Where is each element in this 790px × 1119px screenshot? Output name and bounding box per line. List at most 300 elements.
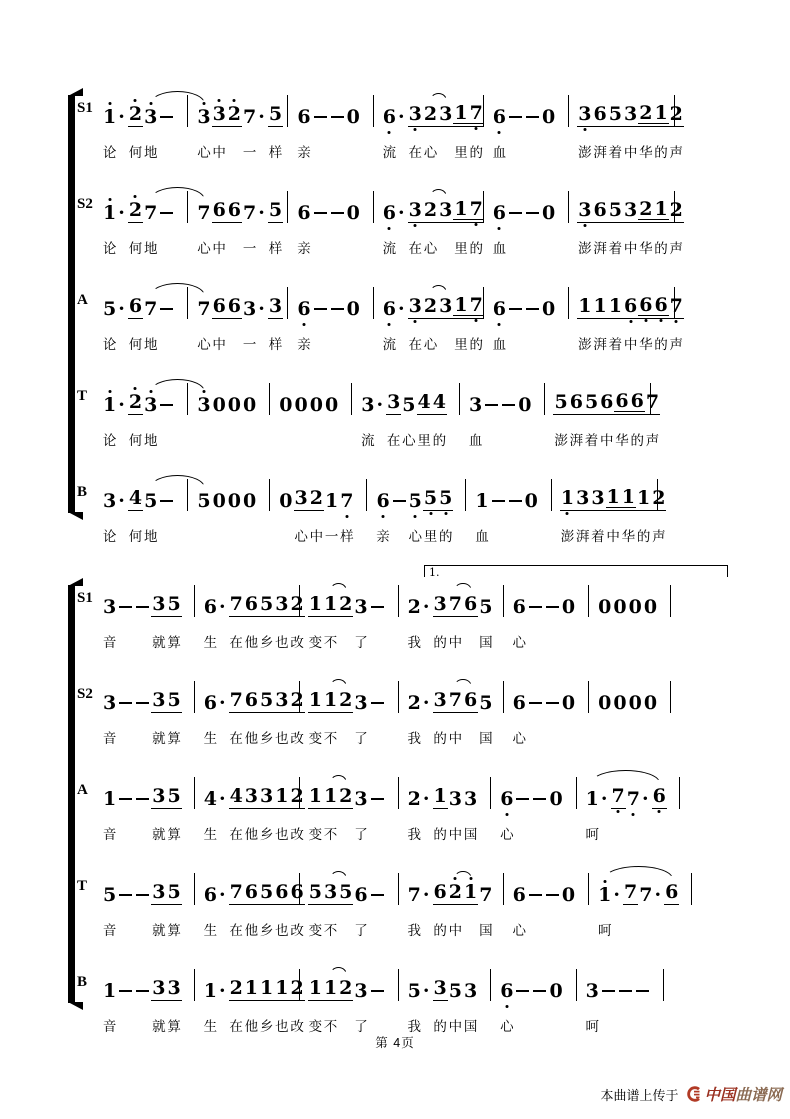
note [275, 882, 288, 902]
beam-group [242, 107, 268, 127]
note-digit: 3 [439, 198, 453, 221]
note-digit: 7 [470, 295, 483, 315]
beam-group [128, 392, 143, 416]
beam-group-inner [638, 199, 668, 220]
beam-group [128, 488, 143, 512]
lyric-syllable: 澎 [578, 337, 592, 353]
beam-group [196, 203, 211, 223]
lyric-syllable: 改 [290, 827, 304, 843]
augmentation-dot: · [258, 298, 265, 320]
note [402, 395, 415, 415]
note [103, 491, 127, 511]
augmentation-dot: · [613, 884, 620, 906]
octave-dot-low [388, 227, 391, 230]
dash-note [313, 212, 328, 223]
note [279, 395, 292, 415]
note-digit: 1 [606, 485, 620, 508]
beam-group [134, 894, 151, 905]
augmentation-dot: · [218, 884, 226, 906]
note [103, 107, 127, 127]
note-digit: 6 [244, 688, 259, 711]
note-digit: 5 [167, 592, 181, 615]
note [167, 786, 180, 806]
lyric-syllable: 里 [423, 529, 438, 545]
note-digit: 6 [383, 107, 396, 127]
note [449, 882, 462, 902]
note [409, 104, 422, 124]
lyric-syllable: 样 [268, 337, 283, 353]
note [542, 203, 555, 223]
note [243, 299, 267, 319]
note [339, 690, 352, 710]
note-digit: 3 [213, 104, 226, 124]
note [609, 296, 622, 316]
beam-group [507, 500, 524, 511]
note-digit: 2 [639, 197, 653, 220]
dash-line [371, 702, 384, 704]
dash-line [509, 212, 522, 214]
dash-line [314, 308, 327, 310]
beam-group [134, 990, 151, 1001]
beam-group [507, 116, 524, 127]
note-digit: 6 [383, 299, 396, 319]
dash-note [601, 990, 616, 1001]
lyric-syllable: 华 [615, 433, 629, 449]
beam-group [102, 203, 128, 223]
octave-dot-low [583, 128, 586, 131]
note [152, 882, 165, 902]
note [500, 789, 513, 809]
note-digit: 0 [549, 980, 563, 1002]
lyric-syllable: 乡 [259, 923, 274, 939]
note-digit: 0 [542, 106, 556, 128]
dash-line [371, 894, 384, 896]
note-digit: 3 [439, 294, 453, 317]
beam-group [346, 299, 361, 319]
beam-group [312, 116, 329, 127]
note [449, 594, 462, 614]
dash-note [370, 990, 385, 1001]
note [245, 882, 258, 902]
note [204, 693, 228, 713]
beam-group [463, 789, 478, 809]
lyric-syllable: 心 [197, 337, 211, 353]
augmentation-dot: · [118, 202, 125, 224]
note [434, 594, 447, 614]
lyric-syllable: 心 [500, 827, 514, 843]
note [309, 882, 322, 902]
dash-line [485, 404, 498, 406]
note-digit: 6 [665, 880, 679, 903]
beam-group [514, 798, 531, 809]
note-digit: 3 [433, 976, 447, 999]
beam-group [577, 200, 607, 224]
lyric-syllable: 音 [102, 923, 117, 939]
note [598, 597, 611, 617]
lyric-syllable: 改 [290, 1019, 304, 1035]
beam-group [407, 789, 433, 809]
octave-dot-high [218, 99, 221, 102]
note [652, 488, 665, 508]
beam-group [212, 296, 242, 320]
note [347, 203, 360, 223]
measure [460, 383, 545, 415]
augmentation-dot: · [422, 788, 430, 810]
note-digit: 3 [323, 880, 338, 903]
note [297, 107, 310, 127]
lyric-syllable: 算 [167, 731, 181, 747]
dash-note [525, 212, 540, 223]
dash-line [546, 606, 559, 608]
note [475, 491, 488, 511]
note [629, 693, 642, 713]
lyric-syllable: 何 [128, 145, 143, 161]
note [525, 491, 538, 511]
note [609, 200, 622, 220]
dash-note [313, 308, 328, 319]
note [598, 693, 611, 713]
lyric-syllable: 的 [469, 145, 483, 161]
lyric-syllable: 的 [654, 241, 668, 257]
note [204, 789, 228, 809]
dash-note [484, 404, 499, 415]
measure [466, 479, 551, 511]
lyric-syllable: 中 [600, 433, 614, 449]
lyric-syllable: 华 [639, 337, 653, 353]
dash-line [331, 212, 344, 214]
note [646, 392, 659, 412]
voice-label: A [77, 782, 88, 798]
note-digit: 3 [152, 592, 166, 615]
note-digit: 1 [464, 882, 477, 902]
lyric-syllable: 心 [197, 145, 211, 161]
note-digit: 5 [407, 980, 421, 1002]
note [562, 693, 575, 713]
measure [288, 191, 373, 223]
note-digit: 3 [354, 980, 368, 1002]
dash-note [370, 606, 385, 617]
dash-line [331, 116, 344, 118]
beam-group [151, 786, 181, 810]
lyric-syllable: 就 [152, 827, 166, 843]
note [297, 299, 310, 319]
note [613, 693, 626, 713]
note [408, 885, 432, 905]
note-digit: 2 [290, 784, 304, 807]
dash-note [508, 308, 523, 319]
dash-note [135, 606, 150, 617]
beam-group [308, 594, 338, 618]
note-digit: 6 [624, 296, 637, 316]
dash-note [525, 116, 540, 127]
note [622, 487, 635, 507]
lyric-syllable: 就 [152, 731, 166, 747]
lyric-syllable: 生 [203, 827, 218, 843]
note [627, 789, 651, 809]
note-digit: 1 [585, 788, 599, 810]
beam-group [128, 200, 143, 224]
note-digit: 5 [439, 488, 452, 508]
lyric-syllable: 论 [102, 241, 117, 257]
octave-dot-low [414, 320, 417, 323]
note-digit: 6 [290, 880, 304, 903]
note [439, 104, 452, 124]
lyric-syllable: 的 [433, 827, 447, 843]
note [275, 978, 288, 998]
beam-group [308, 786, 338, 810]
beam-group-inner [614, 391, 644, 412]
dash-note [135, 702, 150, 713]
note [144, 395, 157, 415]
beam-group [448, 690, 478, 714]
note [324, 978, 337, 998]
lyric-syllable: 国 [479, 731, 493, 747]
beam-group [544, 606, 561, 617]
lyric-syllable: 心 [500, 1019, 514, 1035]
measure [352, 383, 460, 415]
note-digit: 6 [212, 198, 226, 221]
note [644, 693, 657, 713]
note-digit: 1 [637, 486, 651, 509]
note-digit: 3 [578, 200, 591, 220]
note [230, 594, 243, 614]
dash-line [314, 212, 327, 214]
lyric-syllable: 呵 [597, 923, 612, 939]
octave-dot-low [414, 224, 417, 227]
note [449, 981, 462, 1001]
lyric-syllable: 声 [669, 241, 684, 257]
note [383, 107, 407, 127]
lyric-syllable: 的 [654, 337, 668, 353]
note [354, 885, 367, 905]
measure [569, 287, 683, 319]
lyric-syllable: 声 [645, 433, 660, 449]
note [615, 391, 628, 411]
beam-group [408, 491, 423, 511]
system-bracket [68, 585, 75, 1003]
note-digit: 6 [203, 884, 217, 906]
note-digit: 6 [433, 880, 447, 903]
note-digit: 5 [308, 880, 322, 903]
note [424, 488, 437, 508]
lyric-syllable: 生 [203, 635, 218, 651]
note [594, 200, 607, 220]
note-digit: 3 [354, 788, 368, 810]
beam-group [296, 299, 311, 319]
note-digit: 5 [584, 390, 599, 413]
note-digit: 0 [643, 692, 658, 714]
dash-line [546, 894, 559, 896]
octave-dot-high [134, 99, 137, 102]
note-digit: 1 [475, 490, 489, 512]
dash-line [533, 990, 546, 992]
beam-group [382, 203, 408, 223]
octave-dot-low [475, 223, 478, 226]
beam-group-inner [453, 199, 483, 220]
octave-dot-low [629, 320, 632, 323]
lyric-syllable: 心 [423, 145, 438, 161]
beam-group [353, 981, 368, 1001]
beam-group [423, 103, 484, 128]
lyric-syllable: 中 [606, 529, 620, 545]
lyric-syllable: 了 [354, 731, 368, 747]
beam-group [212, 395, 258, 415]
lyric-syllable: 心 [197, 241, 211, 257]
note [103, 597, 116, 617]
measure [94, 873, 195, 905]
note [129, 200, 142, 220]
note-digit: 3 [439, 102, 453, 125]
note-digit: 6 [297, 299, 310, 319]
dash-note [515, 798, 530, 809]
lyric-syllable: 一 [242, 337, 257, 353]
beam-group [369, 798, 386, 809]
note-digit: 2 [449, 882, 462, 902]
page-number: 第 4页 [375, 1036, 415, 1050]
augmentation-dot: · [422, 596, 430, 618]
note [361, 395, 385, 415]
lyric-syllable: 血 [492, 337, 507, 353]
lyric-syllable: 乡 [259, 635, 274, 651]
beam-group [423, 295, 484, 320]
lyric-syllable: 流 [361, 433, 375, 449]
dash-note [508, 212, 523, 223]
measure [484, 191, 569, 223]
note [576, 488, 589, 508]
beam-group [338, 690, 353, 714]
dash-note [501, 404, 516, 415]
note-digit: 7 [407, 884, 421, 906]
note-digit: 3 [433, 592, 447, 615]
note-digit: 1 [103, 788, 117, 810]
note [409, 200, 422, 220]
note-digit: 0 [279, 394, 293, 416]
dash-line [529, 606, 542, 608]
lyric-syllable: 流 [382, 337, 397, 353]
augmentation-dot: · [422, 692, 430, 714]
lyric-syllable: 血 [475, 529, 489, 545]
beam-group [102, 885, 117, 905]
slur-arc [150, 475, 205, 488]
beam-group [294, 488, 324, 512]
note [513, 693, 526, 713]
beam-group [203, 885, 229, 905]
augmentation-dot: · [118, 490, 125, 512]
note-digit: 0 [346, 298, 360, 320]
note-digit: 1 [275, 784, 289, 807]
measure [195, 777, 304, 810]
beam-group [102, 981, 117, 1001]
lyric-syllable: 论 [102, 529, 117, 545]
note-digit: 6 [512, 884, 526, 906]
note [275, 690, 288, 710]
beam-group [407, 597, 433, 617]
beam-group [360, 395, 386, 415]
lyric-syllable: 中 [448, 635, 463, 651]
lyric-syllable: 里 [454, 145, 468, 161]
beam-group [338, 786, 353, 810]
dash-note [118, 606, 133, 617]
lyric-syllable: 的 [433, 635, 447, 651]
note-digit: 3 [103, 596, 117, 618]
note [260, 690, 273, 710]
lyric-syllable: 国 [479, 923, 493, 939]
note [434, 786, 447, 806]
note [228, 200, 241, 220]
note [639, 295, 652, 315]
note [383, 203, 407, 223]
lyric-syllable: 的 [469, 241, 483, 257]
octave-dot-low [382, 515, 385, 518]
note-digit: 0 [346, 202, 360, 224]
note [549, 981, 562, 1001]
octave-dot-high [233, 99, 236, 102]
note-digit: 2 [339, 784, 353, 807]
note-digit: 1 [308, 784, 322, 807]
beam-group [102, 597, 117, 617]
note [449, 789, 462, 809]
measure [94, 777, 195, 809]
lyric-syllable: 何 [128, 337, 143, 353]
note [454, 103, 467, 123]
note-digit: 1 [598, 885, 611, 905]
lyric-syllable: 他 [244, 923, 259, 939]
beam-group [339, 491, 354, 511]
measure [300, 585, 399, 617]
note [586, 789, 610, 809]
beam-group [242, 299, 268, 319]
lyric-syllable: 流 [382, 241, 397, 257]
beam-group [597, 693, 658, 713]
octave-dot-low [444, 512, 447, 515]
note-digit: 5 [402, 394, 416, 416]
note [204, 885, 228, 905]
note [644, 597, 657, 617]
lyric-syllable: 心 [512, 635, 526, 651]
lyric-syllable: 中 [309, 529, 324, 545]
note-digit: 0 [542, 202, 556, 224]
lyric-syllable: 在 [229, 635, 243, 651]
beam-group [117, 702, 134, 713]
lyric-syllable: 算 [167, 1019, 181, 1035]
note-digit: 7 [144, 202, 158, 224]
lyric-syllable: 着 [608, 145, 623, 161]
dash-note [330, 116, 345, 127]
dash-note [370, 894, 385, 905]
note [454, 199, 467, 219]
note-digit: 0 [212, 490, 226, 512]
note [654, 295, 667, 315]
augmentation-dot: · [218, 692, 226, 714]
beam-group [433, 690, 448, 714]
beam-group [143, 299, 158, 319]
system-bracket [68, 95, 75, 513]
beam-group [151, 978, 181, 1002]
dash-line [136, 702, 149, 704]
lyric-syllable: 湃 [593, 145, 607, 161]
beam-group [203, 693, 229, 713]
beam-group [617, 990, 634, 1001]
octave-dot-low [617, 810, 620, 813]
lyric-syllable: 着 [608, 337, 623, 353]
lyric-syllable: 里 [454, 337, 468, 353]
note [243, 107, 267, 127]
lyric-syllable: 心 [402, 433, 416, 449]
beam-group [433, 786, 448, 810]
octave-dot-low [505, 1005, 508, 1008]
note [260, 786, 273, 806]
beam-group [353, 789, 368, 809]
